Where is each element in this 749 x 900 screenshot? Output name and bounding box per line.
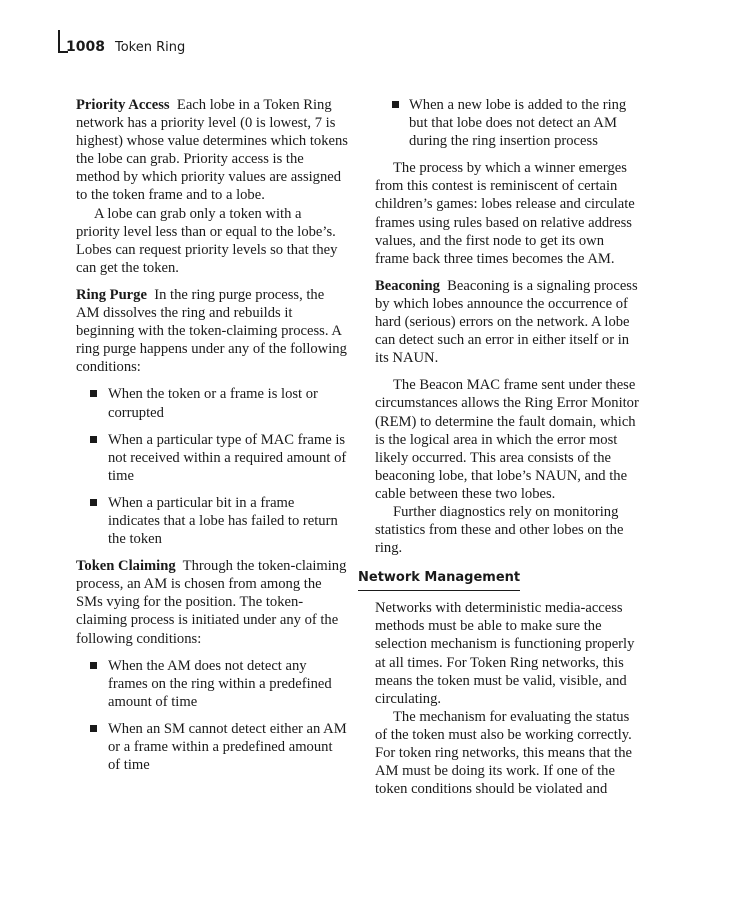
list-item: When a new lobe is added to the ring but that lobe does not detect an AM during the ring insertion process (375, 96, 641, 150)
network-management-paragraph-1: Networks with deterministic media-access methods must be able to make sure the selection mechanism is functioning properly at all times. For Token Ring networks, this means the token must be valid, visible, and circulating. (375, 600, 635, 707)
bullet-square-icon (90, 436, 97, 443)
page-number: 1008 (66, 39, 105, 55)
token-claiming-term: Token Claiming (76, 558, 176, 575)
token-claiming-paragraph (76, 557, 348, 647)
beaconing-text: Beaconing is a signaling process by which lobes announce the occurrence of hard (serious) errors on the network. A lobe can detect such an error in either itself or in its NAUN. (375, 277, 638, 367)
list-item: When an SM cannot detect either an AM or a frame within a predefined amount of time (76, 720, 348, 774)
priority-access-term: Priority Access (76, 97, 170, 113)
contest-paragraph: The process by which a winner emerges from this contest is reminiscent of certain children’s games: lobes release and circulate frames using rules based on relative address values, and the first node to get its own frame back three times becomes the AM. (375, 160, 635, 267)
bullet-square-icon (90, 499, 97, 506)
beaconing-paragraph (375, 277, 641, 367)
list-item: When a particular type of MAC frame is not received within a required amount of time (76, 431, 348, 485)
ring-purge-conditions (76, 385, 348, 548)
priority-access-paragraph (76, 96, 348, 277)
beacon-frame-paragraph: The Beacon MAC frame sent under these circumstances allows the Ring Error Monitor (REM) to determine the fault domain, which is the logical area in which the error most likely occurred. This area consists of the beaconing lobe, that lobe’s NAUN, and the cable between these two lobes. (375, 377, 639, 502)
ring-purge-paragraph (76, 286, 348, 376)
bullet-square-icon (90, 390, 97, 397)
running-title: Token Ring (114, 40, 186, 55)
priority-access-continuation: A lobe can grab only a token with a priority level less than or equal to the lobe’s. Lobes can request priority levels so that they can get the token. (76, 205, 338, 276)
network-management-paragraph-2: The mechanism for evaluating the status of the token must also be working correctly. For token ring networks, this means that the AM must be doing its work. If one of the token conditions should be violated and (375, 708, 632, 798)
bullet-square-icon (90, 662, 97, 669)
token-claiming-conditions (76, 657, 348, 775)
ring-purge-text: In the ring purge process, the AM dissolves the ring and rebuilds it beginning with the token-claiming process. A ring purge happens under any of the following conditions: (76, 286, 347, 376)
running-header (58, 30, 186, 55)
header-rule (58, 51, 68, 53)
list-item: When a particular bit in a frame indicates that a lobe has failed to return the token (76, 494, 348, 548)
token-claiming-text: Through the token-claiming process, an AM is chosen from among the SMs vying for the position. The token-claiming process is initiated under any of the following conditions: (76, 558, 347, 647)
priority-access-text: Each lobe in a Token Ring network has a priority level (0 is lowest, 7 is highest) whose value determines which tokens the lobe can grab. Priority access is the method by which priority values are assigned to the token frame and to a lobe. (76, 97, 348, 204)
beaconing-term: Beaconing (375, 277, 440, 294)
ring-purge-term: Ring Purge (76, 286, 147, 303)
diagnostics-paragraph: Further diagnostics rely on monitoring statistics from these and other lobes on the ring. (375, 503, 624, 557)
left-column (76, 96, 348, 783)
list-item: When the token or a frame is lost or corrupted (76, 385, 348, 421)
section-heading: Network Management (358, 569, 520, 591)
token-claiming-conditions-continued (375, 96, 641, 150)
bullet-square-icon (392, 101, 399, 108)
list-item: When the AM does not detect any frames on the ring within a predefined amount of time (76, 657, 348, 711)
bullet-square-icon (90, 725, 97, 732)
right-column (358, 96, 641, 798)
